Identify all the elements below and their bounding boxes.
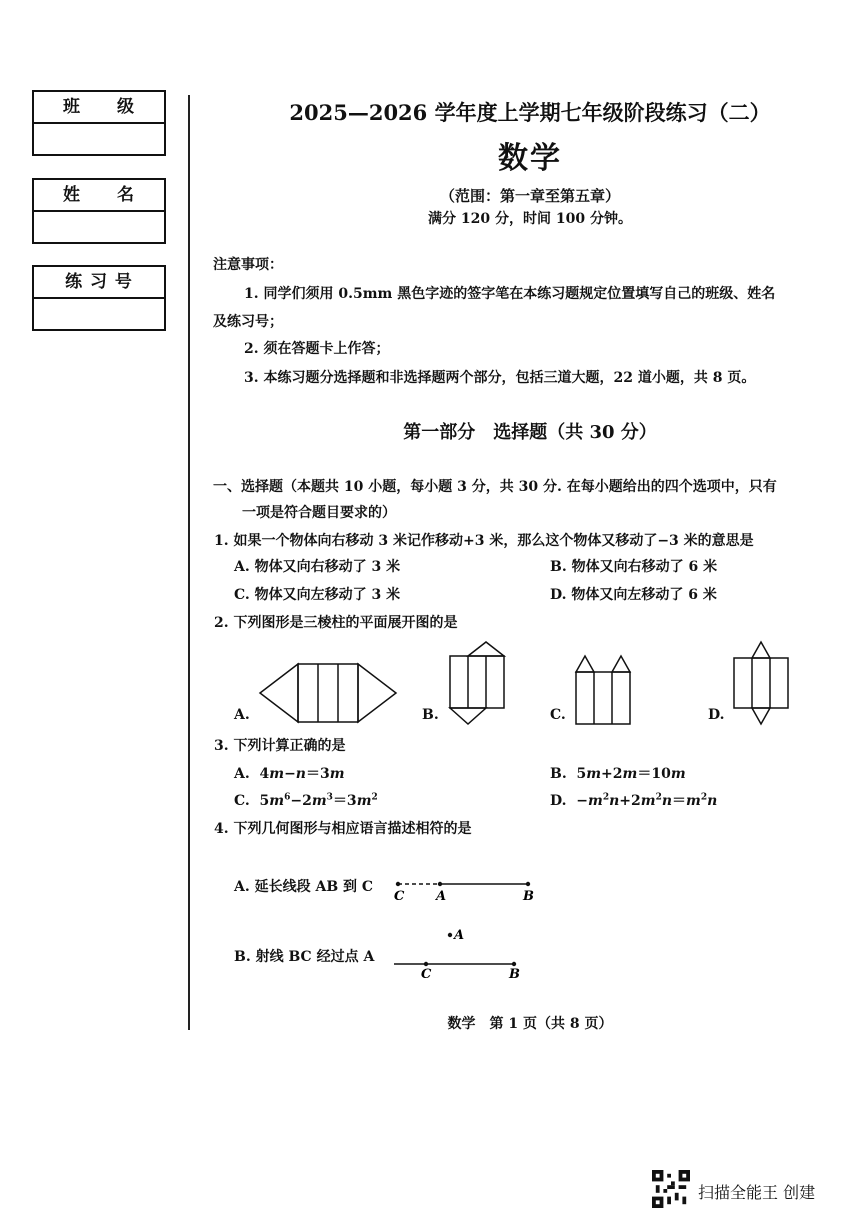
name-label: 姓 名 — [34, 180, 164, 212]
q2-option-d[interactable]: D. — [708, 707, 725, 723]
notes-item-2: 2. 须在答题卡上作答； — [244, 341, 390, 357]
q2-figure-a — [258, 664, 408, 724]
q1-option-b[interactable]: B. 物体又向右移动了 6 米 — [550, 559, 718, 575]
time-text: 满分 120 分，时间 100 分钟。 — [428, 211, 632, 227]
q4b-point-b: B — [509, 967, 520, 982]
notes-item-3: 3. 本练习题分选择题和非选择题两个部分，包括三道大题，22 道小题，共 8 页。 — [244, 370, 756, 386]
part1-title: 第一部分 选择题（共 30 分） — [403, 422, 657, 443]
notes-heading: 注意事项： — [213, 257, 283, 273]
scanner-watermark: 扫描全能王 创建 — [698, 1183, 816, 1202]
q4-stem: 4. 下列几何图形与相应语言描述相符的是 — [214, 821, 472, 837]
notes-item-1: 1. 同学们须用 0.5mm 黑色字迹的签字笔在本练习题规定位置填写自己的班级、姓名 — [244, 286, 776, 302]
q4-figure-b — [390, 926, 530, 982]
q1-option-d[interactable]: D. 物体又向左移动了 6 米 — [550, 587, 717, 603]
scope-text: （范围：第一章至第五章） — [439, 187, 620, 205]
q2-stem: 2. 下列图形是三棱柱的平面展开图的是 — [214, 615, 458, 631]
q1-option-c[interactable]: C. 物体又向左移动了 3 米 — [234, 587, 401, 603]
q3-option-a[interactable]: A. 4m−n＝3m — [234, 766, 345, 782]
q4b-point-a: A — [454, 928, 465, 943]
q4a-point-a: A — [436, 889, 447, 904]
q2-figure-b — [446, 640, 516, 730]
q4-figure-a — [390, 876, 540, 906]
notes-item-1-cont: 及练习号； — [213, 314, 283, 330]
section-instructions: 一、选择题（本题共 10 小题，每小题 3 分，共 30 分. 在每小题给出的四个选项中，只有 — [213, 479, 777, 495]
q4a-point-b: B — [523, 889, 534, 904]
class-box — [32, 90, 166, 156]
q4-option-a[interactable]: A. 延长线段 AB 到 C — [234, 879, 374, 895]
q2-figure-d — [732, 640, 792, 730]
q1-option-a[interactable]: A. 物体又向右移动了 3 米 — [234, 559, 401, 575]
name-field[interactable] — [34, 212, 164, 242]
q3-option-b[interactable]: B. 5m+2m＝10m — [550, 766, 686, 782]
exam-number-label: 练 习 号 — [34, 267, 164, 299]
page-footer: 数学 第 1 页（共 8 页） — [447, 1016, 613, 1032]
q2-figure-c — [574, 654, 634, 726]
name-box — [32, 178, 166, 244]
q2-option-a[interactable]: A. — [234, 707, 250, 723]
subject-title: 数学 — [498, 141, 562, 176]
q1-stem: 1. 如果一个物体向右移动 3 米记作移动+3 米，那么这个物体又移动了−3 米的意思是 — [214, 533, 754, 549]
q2-option-c[interactable]: C. — [550, 707, 566, 723]
q4a-point-c: C — [394, 889, 405, 904]
q4-option-b[interactable]: B. 射线 BC 经过点 A — [234, 949, 375, 965]
class-label: 班 级 — [34, 92, 164, 124]
binding-line — [188, 95, 190, 1030]
exam-number-field[interactable] — [34, 299, 164, 329]
q2-option-b[interactable]: B. — [422, 707, 439, 723]
section-instructions-cont: 一项是符合题目要求的） — [242, 505, 396, 521]
exam-number-box — [32, 265, 166, 331]
qr-code-icon — [652, 1170, 690, 1208]
q3-stem: 3. 下列计算正确的是 — [214, 738, 346, 754]
q3-option-c[interactable]: C. $5m^6-2m^3=3m^2$ — [234, 792, 378, 809]
q4b-point-c: C — [421, 967, 432, 982]
q3-option-d[interactable]: D. $-m^2n+2m^2n=m^2n$ — [550, 792, 718, 809]
exam-title: 2025—2026 学年度上学期七年级阶段练习（二） — [289, 100, 771, 125]
class-field[interactable] — [34, 124, 164, 154]
